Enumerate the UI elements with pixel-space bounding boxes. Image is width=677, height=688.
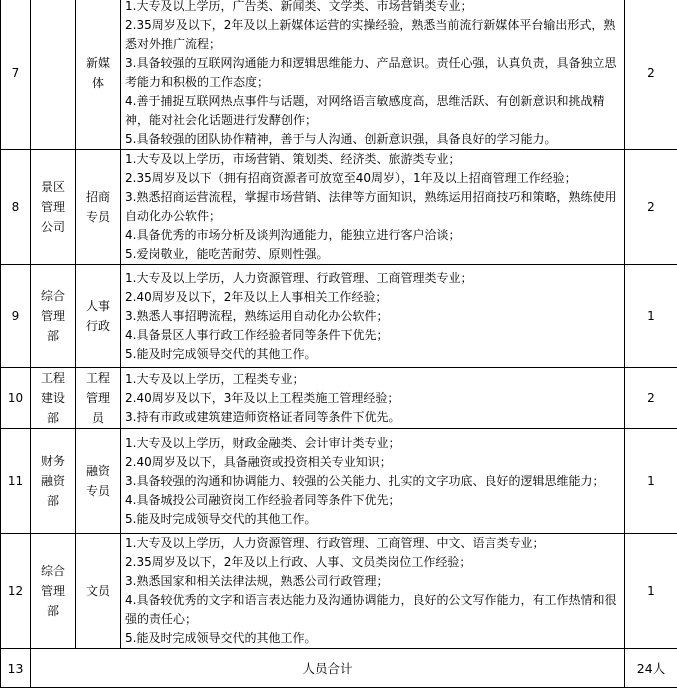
requirement-item: 1.大专及以上学历，人力资源管理、行政管理、工商管理类专业；: [125, 269, 622, 288]
requirement-item: 4.具备较优秀的文字和语言表达能力及沟通协调能力，良好的公文写作能力，有工作热情和很强的责任心；: [125, 591, 622, 629]
requirement-item: 3.熟悉招商运营流程，掌握市场营销、法律等方面知识，熟练运用招商技巧和策略，熟练使用自动化办公软件；: [125, 188, 622, 226]
position-name: 文员: [82, 581, 114, 601]
row-number: 9: [1, 265, 31, 368]
requirement-item: 4.具备优秀的市场分析及谈判沟通能力，能独立进行客户洽谈；: [125, 226, 622, 245]
requirements-cell: [121, 534, 625, 649]
headcount: 1: [625, 429, 677, 534]
requirement-item: 3.持有市政或建筑建造师资格证者同等条件下优先。: [125, 408, 622, 427]
position-cell: [76, 534, 121, 649]
headcount: 1: [625, 265, 677, 368]
requirement-item: 2.35周岁及以下，2年及以上行政、人事、文员类岗位工作经验；: [125, 553, 622, 572]
position-cell: [76, 265, 121, 368]
table-row: [1, 368, 677, 429]
department-name: 景区管理公司: [37, 177, 69, 237]
requirement-item: 4.具备城投公司融资岗工作经验者同等条件下优先；: [125, 491, 622, 510]
position-cell: [76, 150, 121, 265]
department-name: 综合管理部: [37, 286, 69, 346]
requirement-item: 1.大专及以上学历，广告类、新闻类、文学类、市场营销类专业；: [125, 0, 622, 16]
table-row: [1, 534, 677, 649]
requirements-cell: [121, 265, 625, 368]
department-cell: [31, 0, 76, 150]
requirement-item: 3.熟悉国家和相关法律法规，熟悉公司行政管理；: [125, 572, 622, 591]
department-name: 工程建设部: [37, 368, 69, 428]
requirements-cell: [121, 0, 625, 150]
requirement-item: 2.35周岁及以下（拥有招商资源者可放宽至40周岁），1年及以上招商管理工作经验；: [125, 169, 622, 188]
total-headcount: 24人: [625, 649, 677, 688]
row-number: 7: [1, 0, 31, 150]
position-name: 招商专员: [82, 187, 114, 227]
requirement-item: 1.大专及以上学历，人力资源管理、行政管理、工商管理、中文、语言类专业；: [125, 534, 622, 553]
headcount: 2: [625, 0, 677, 150]
table-row: [1, 0, 677, 150]
requirement-item: 1.大专及以上学历，工程类专业；: [125, 370, 622, 389]
position-cell: [76, 0, 121, 150]
requirement-item: 3.具备较强的互联网沟通能力和逻辑思维能力、产品意识。责任心强，认真负责，具备独立思考能力和积极的工作态度；: [125, 54, 622, 92]
requirement-item: 2.40周岁及以下，具备融资或投资相关专业知识；: [125, 453, 622, 472]
requirements-cell: [121, 429, 625, 534]
row-number: 12: [1, 534, 31, 649]
table-body: [1, 0, 677, 688]
requirement-item: 1.大专及以上学历，市场营销、策划类、经济类、旅游类专业；: [125, 150, 622, 169]
position-cell: [76, 368, 121, 429]
requirement-item: 4.具备景区人事行政工作经验者同等条件下优先；: [125, 326, 622, 345]
headcount: 2: [625, 150, 677, 265]
row-number: 8: [1, 150, 31, 265]
requirement-item: 2.40周岁及以下，2年及以上人事相关工作经验；: [125, 288, 622, 307]
requirement-item: 2.40周岁及以下，3年及以上工程类施工管理经验；: [125, 389, 622, 408]
position-name: 人事行政: [82, 296, 114, 336]
requirement-item: 4.善于捕捉互联网热点事件与话题，对网络语言敏感度高，思维活跃、有创新意识和挑战精神，能对社会化话题进行发酵创作；: [125, 92, 622, 130]
row-number: 10: [1, 368, 31, 429]
headcount: 1: [625, 534, 677, 649]
department-name: 综合管理部: [37, 561, 69, 621]
requirements-cell: [121, 150, 625, 265]
table-row: [1, 429, 677, 534]
department-cell: [31, 429, 76, 534]
department-cell: [31, 368, 76, 429]
requirement-item: 3.具备较强的沟通和协调能力、较强的公关能力、扎实的文字功底、良好的逻辑思维能力；: [125, 472, 622, 491]
position-cell: [76, 429, 121, 534]
headcount: 2: [625, 368, 677, 429]
requirement-item: 5.能及时完成领导交代的其他工作。: [125, 629, 622, 648]
table-row: [1, 150, 677, 265]
department-cell: [31, 265, 76, 368]
requirement-item: 5.能及时完成领导交代的其他工作。: [125, 510, 622, 529]
requirement-item: 1.大专及以上学历，财政金融类、会计审计类专业；: [125, 434, 622, 453]
table-row: [1, 265, 677, 368]
position-name: 工程管理员: [82, 368, 114, 428]
row-number: 13: [1, 649, 31, 688]
department-cell: [31, 150, 76, 265]
requirement-item: 5.具备较强的团队协作精神，善于与人沟通、创新意识强，具备良好的学习能力。: [125, 130, 622, 149]
requirement-item: 3.熟悉人事招聘流程，熟练运用自动化办公软件；: [125, 307, 622, 326]
total-label: 人员合计: [31, 649, 625, 688]
department-name: 财务融资部: [37, 451, 69, 511]
requirement-item: 5.爱岗敬业，能吃苦耐劳、原则性强。: [125, 245, 622, 264]
total-row: [1, 649, 677, 688]
row-number: 11: [1, 429, 31, 534]
requirement-item: 2.35周岁及以下，2年及以上新媒体运营的实操经验，熟悉当前流行新媒体平台输出形式，熟悉对外推广流程；: [125, 16, 622, 54]
position-name: 新媒体: [82, 53, 114, 93]
position-name: 融资专员: [82, 461, 114, 501]
department-cell: [31, 534, 76, 649]
requirements-cell: [121, 368, 625, 429]
requirement-item: 5.能及时完成领导交代的其他工作。: [125, 345, 622, 364]
